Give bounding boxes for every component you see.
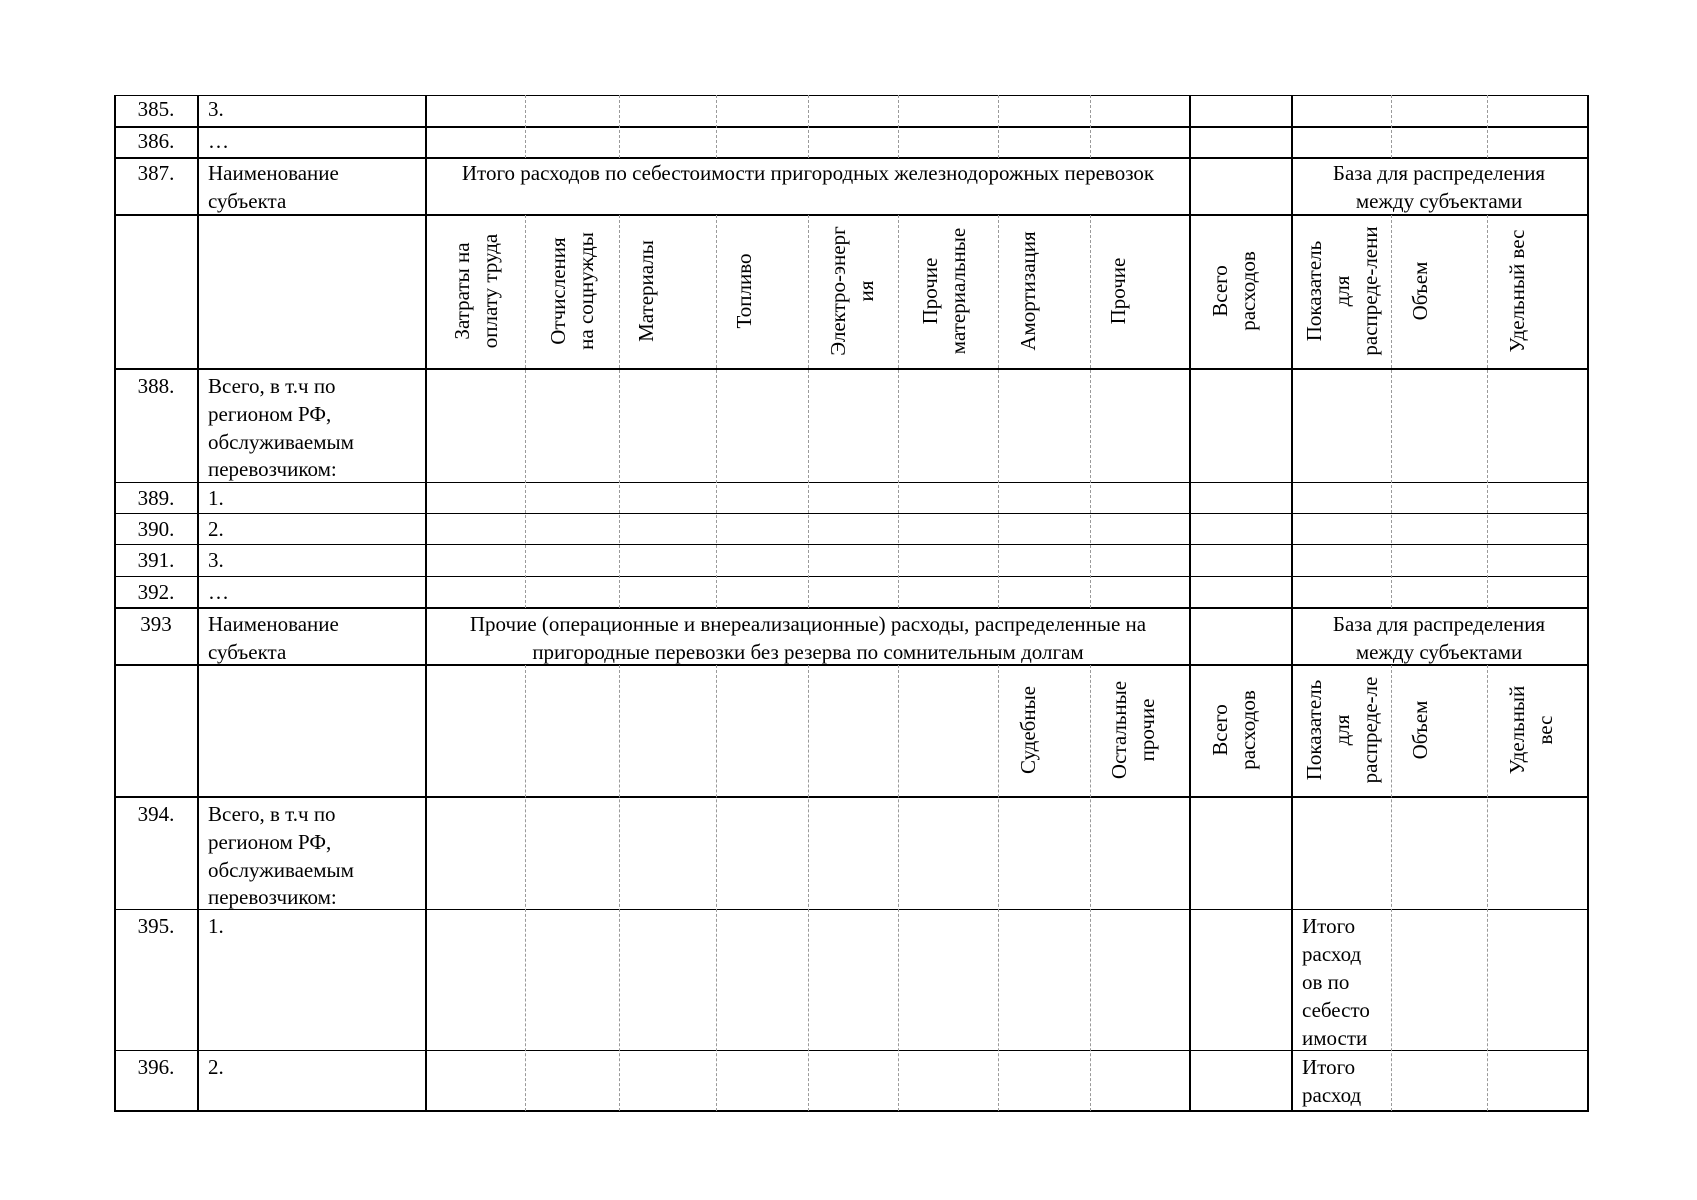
col2-header-distribution-indicator: Показатель для распреде-ле: [1302, 676, 1382, 784]
col-header-total-expenses: Всего расходов: [1208, 251, 1260, 331]
col2-header-specific-weight: Удельный вес: [1505, 685, 1557, 775]
row-390-name: 2.: [208, 517, 224, 541]
vline-dash-9a: [1487, 95, 1488, 158]
row-387-number: 387.: [137, 161, 175, 185]
vline-dash-8a: [1391, 95, 1392, 158]
row-388-name-line4: перевозчиком:: [208, 457, 337, 481]
row-394-number: 394.: [137, 802, 175, 826]
vline-dash-6b: [998, 215, 999, 608]
section1-title: Итого расходов по себестоимости пригородных железнодорожных перевозок: [461, 161, 1155, 185]
row-386-number: 386.: [137, 129, 175, 153]
col-header-electricity: Электро-энерг ия: [826, 226, 878, 356]
vline-dash-5a: [898, 95, 899, 158]
section2-title-line2: пригородные перевозки без резерва по сомнительным долгам: [532, 640, 1084, 664]
col-header-distribution-indicator: Показатель для распреде-лени: [1302, 226, 1382, 356]
rule-390-391: [115, 544, 1589, 545]
vline-dash-7c: [1090, 665, 1091, 1111]
vline-dash-6c: [998, 665, 999, 1111]
col-header-labor-costs: Затраты на оплату труда: [450, 233, 502, 349]
row-391-name: 3.: [208, 548, 224, 572]
rule-392-393: [115, 607, 1589, 609]
vline-dash-7b: [1090, 215, 1091, 608]
vline-right: [1587, 95, 1589, 1112]
row-392-number: 392.: [137, 580, 175, 604]
section2-base-title-line1: База для распределения: [1332, 612, 1546, 636]
vline-dash-2b: [619, 215, 620, 608]
section1-base-title-line1: База для распределения: [1332, 161, 1546, 185]
vline-num: [197, 95, 199, 1112]
section2-base-title-line2: между субъектами: [1355, 640, 1523, 664]
vline-dash-5b: [898, 215, 899, 608]
row-396-base-line2: расход: [1302, 1083, 1362, 1107]
rule-header1-bottom: [115, 368, 1589, 370]
row-387-name-line2: субъекта: [208, 189, 287, 213]
row-393-name-line2: субъекта: [208, 640, 287, 664]
vline-dash-6a: [998, 95, 999, 158]
col-header-specific-weight: Удельный вес: [1505, 229, 1529, 353]
row-395-base-line3: ов по: [1302, 970, 1350, 994]
vline-dash-1b: [525, 215, 526, 608]
section1-base-title-line2: между субъектами: [1355, 189, 1523, 213]
vline-dash-3c: [716, 665, 717, 1111]
col-header-materials: Материалы: [634, 240, 658, 342]
rule-top: [115, 95, 1589, 96]
vline-name: [425, 95, 427, 1112]
vline-dash-2a: [619, 95, 620, 158]
vline-dash-9b: [1487, 215, 1488, 608]
row-393-name-line1: Наименование: [208, 612, 339, 636]
vline-dash-3b: [716, 215, 717, 608]
row-388-name-line3: обслуживаемым: [208, 430, 354, 454]
vline-base: [1291, 95, 1293, 1112]
row-385-name: 3.: [208, 97, 224, 121]
col-header-social-contributions: Отчисления на соцнужды: [546, 232, 598, 350]
section2-title-line1: Прочие (операционные и внереализационные) расходы, распределенные на: [469, 612, 1147, 636]
row-395-number: 395.: [137, 914, 175, 938]
vline-dash-1a: [525, 95, 526, 158]
vline-dash-5c: [898, 665, 899, 1111]
row-394-name-line1: Всего, в т.ч по: [208, 802, 336, 826]
vline-dash-8b: [1391, 215, 1392, 608]
row-391-number: 391.: [137, 548, 175, 572]
vline-dash-7a: [1090, 95, 1091, 158]
row-389-name: 1.: [208, 486, 224, 510]
row-395-base-line2: расход: [1302, 942, 1362, 966]
vline-dash-4b: [808, 215, 809, 608]
col-header-depreciation: Амортизация: [1016, 231, 1040, 351]
row-388-name-line1: Всего, в т.ч по: [208, 374, 336, 398]
vline-dash-4a: [808, 95, 809, 158]
col2-header-volume: Объем: [1408, 700, 1432, 760]
row-394-name-line2: регионом РФ,: [208, 830, 332, 854]
row-392-name: …: [208, 580, 229, 604]
rule-bottom: [115, 1110, 1589, 1112]
vline-dash-4c: [808, 665, 809, 1111]
col-header-other-materials: Прочие материальные: [918, 227, 970, 355]
row-387-name-line1: Наименование: [208, 161, 339, 185]
col-header-volume: Объем: [1408, 261, 1432, 321]
row-394-name-line4: перевозчиком:: [208, 885, 337, 909]
rule-391-392: [115, 576, 1589, 577]
row-385-number: 385.: [137, 97, 175, 121]
row-393-number: 393: [140, 612, 172, 636]
row-389-number: 389.: [137, 486, 175, 510]
col2-header-remaining-other: Остальные прочие: [1107, 680, 1159, 780]
vline-dash-2c: [619, 665, 620, 1111]
rule-395-396: [115, 1050, 1589, 1051]
row-386-name: …: [208, 129, 229, 153]
vline-dash-9c: [1487, 665, 1488, 1111]
row-396-name: 2.: [208, 1055, 224, 1079]
vline-dash-8c: [1391, 665, 1392, 1111]
row-396-number: 396.: [137, 1055, 175, 1079]
row-390-number: 390.: [137, 517, 175, 541]
row-388-number: 388.: [137, 374, 175, 398]
row-395-base-line1: Итого: [1302, 914, 1356, 938]
row-395-name: 1.: [208, 914, 224, 938]
vline-dash-3a: [716, 95, 717, 158]
col2-header-judicial: Судебные: [1016, 685, 1040, 775]
vline-total: [1189, 95, 1191, 1112]
row-396-base-line1: Итого: [1302, 1055, 1356, 1079]
rule-389-390: [115, 513, 1589, 514]
col-header-other: Прочие: [1106, 257, 1130, 325]
rule-header2-bottom: [115, 796, 1589, 798]
row-388-name-line2: регионом РФ,: [208, 402, 332, 426]
vline-dash-1c: [525, 665, 526, 1111]
row-394-name-line3: обслуживаемым: [208, 858, 354, 882]
rule-385-386: [115, 126, 1589, 128]
col2-header-total-expenses: Всего расходов: [1208, 690, 1260, 770]
col-header-fuel: Топливо: [732, 253, 756, 329]
row-395-base-line5: имости: [1302, 1026, 1368, 1050]
row-395-base-line4: себесто: [1302, 998, 1370, 1022]
